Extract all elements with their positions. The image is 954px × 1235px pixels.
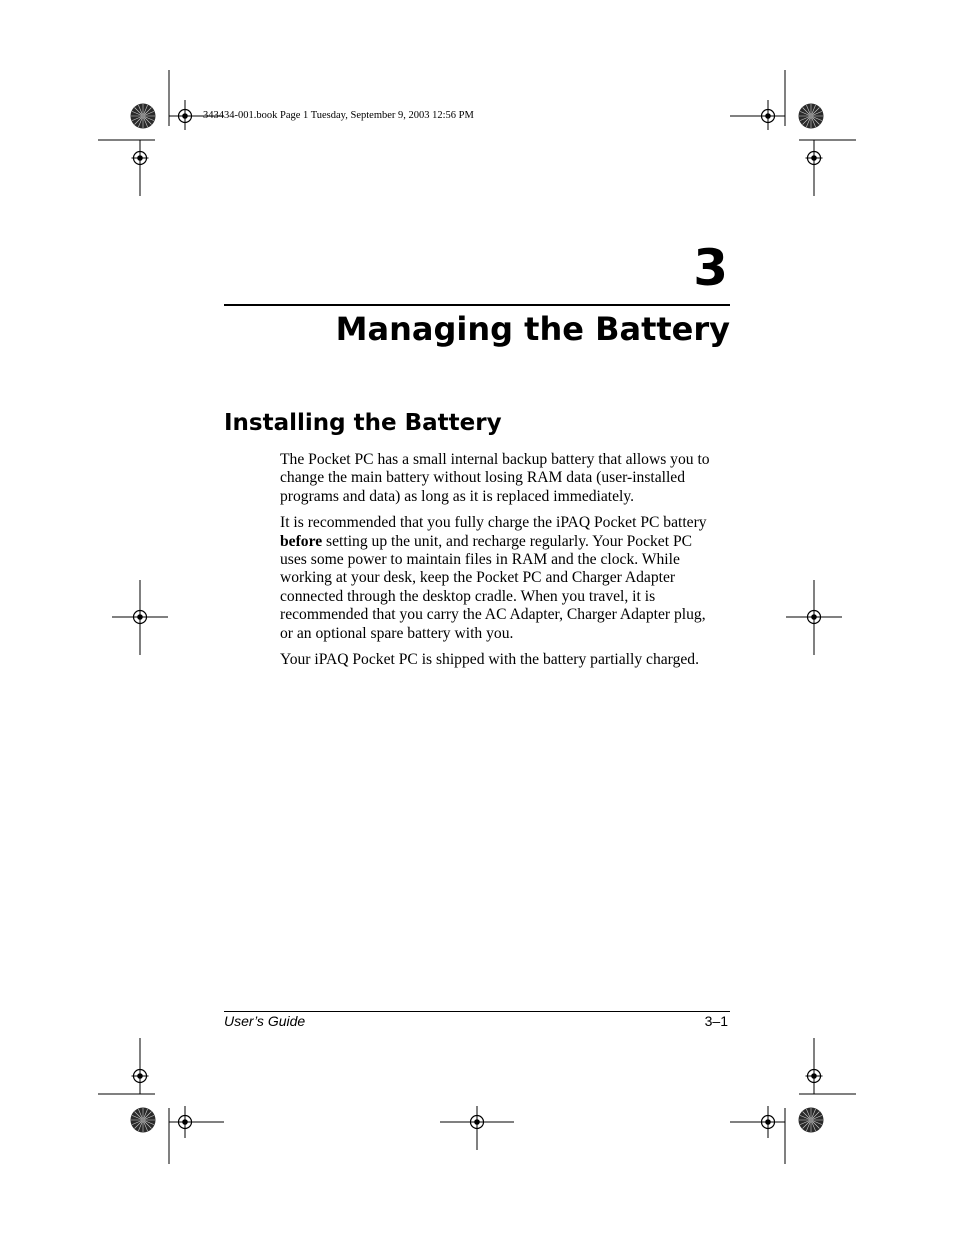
- registration-target-icon: [760, 108, 777, 125]
- paragraph: Your iPAQ Pocket PC is shipped with the battery partially charged.: [280, 651, 699, 669]
- registration-target-icon: [806, 1068, 823, 1085]
- body-text: [280, 451, 720, 677]
- crop-mark-bottom-right: [730, 1038, 856, 1164]
- crop-mark-top-left: [98, 70, 224, 196]
- crop-mark-bottom-center: [440, 1106, 514, 1150]
- crop-mark-middle-left: [112, 580, 168, 655]
- bold-emphasis: before: [280, 532, 323, 550]
- registration-target-icon: [177, 108, 194, 125]
- footer-page-number: 3–1: [704, 1013, 728, 1029]
- color-star-target-icon: [799, 104, 824, 129]
- chapter-number: 3: [693, 239, 728, 297]
- registration-target-icon: [806, 609, 823, 626]
- crop-mark-middle-right: [786, 580, 842, 655]
- chapter-title: Managing the Battery: [335, 310, 730, 348]
- registration-target-icon: [469, 1114, 486, 1131]
- print-slug: 343434-001.book Page 1 Tuesday, September 9, 2003 12:56 PM: [203, 110, 474, 121]
- registration-target-icon: [132, 1068, 149, 1085]
- paragraph: The Pocket PC has a small internal backup battery that allows you to change the main battery without losing RAM data (user-installed programs and data) as long as it is replaced immediately.: [280, 451, 710, 505]
- footer-rule: [224, 1011, 730, 1012]
- footer-guide-title: User’s Guide: [224, 1013, 306, 1029]
- section-title: Installing the Battery: [224, 410, 502, 436]
- crop-mark-top-right: [730, 70, 856, 196]
- registration-target-icon: [760, 1114, 777, 1131]
- registration-target-icon: [132, 150, 149, 167]
- paragraph-text: It is recommended that you fully charge the iPAQ Pocket PC battery: [280, 514, 707, 532]
- crop-mark-bottom-left: [98, 1038, 224, 1164]
- paragraph: [280, 514, 720, 643]
- color-star-target-icon: [131, 104, 156, 129]
- registration-target-icon: [132, 609, 149, 626]
- registration-target-icon: [177, 1114, 194, 1131]
- color-star-target-icon: [131, 1108, 156, 1133]
- registration-target-icon: [806, 150, 823, 167]
- paragraph-text: setting up the unit, and recharge regularly. Your Pocket PC uses some power to maintain files in RAM and the clock. While working at your desk, keep the Pocket PC and Charger Adapter connected through the desktop cradle. When you travel, it is recommended that you carry the AC Adapter, Charger Adapter plug, or an optional spare battery with you.: [280, 532, 706, 642]
- color-star-target-icon: [799, 1108, 824, 1133]
